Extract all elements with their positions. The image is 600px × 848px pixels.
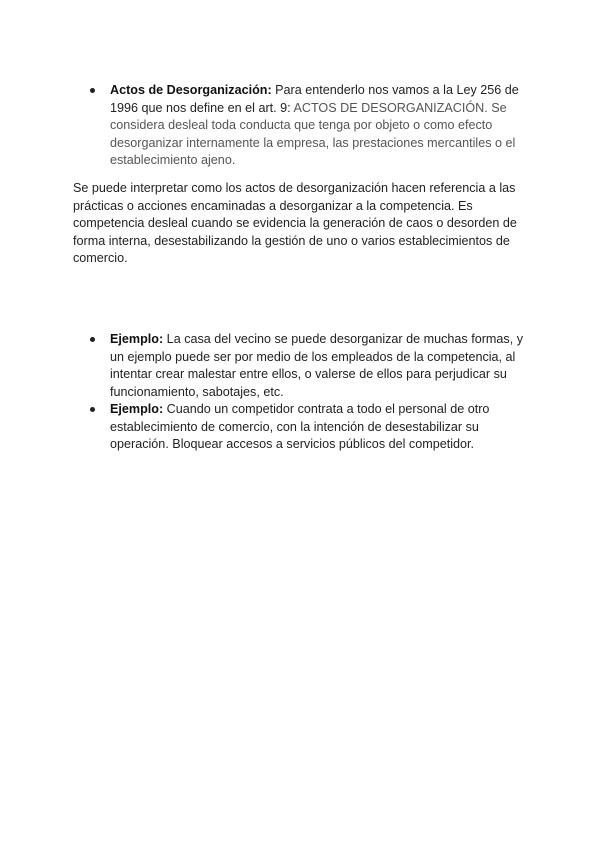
term-heading: Actos de Desorganización: <box>110 83 272 97</box>
list-item <box>90 401 540 454</box>
example-text: Cuando un competidor contrata a todo el personal de otro establecimiento de comercio, con la intención de desestabilizar su operación. Bloquear accesos a servicios públicos del competidor. <box>110 402 490 451</box>
interpretation-paragraph: Se puede interpretar como los actos de desorganización hacen referencia a las prácticas o acciones encaminadas a desorganizar a la competencia. Es competencia desleal cuando se evidencia la generación de caos o desorden de forma interna, desestabilizando la gestión de uno o varios establecimientos de comercio. <box>73 181 517 265</box>
list-item <box>90 82 530 170</box>
example-label: Ejemplo: <box>110 332 164 346</box>
example-label: Ejemplo: <box>110 402 164 416</box>
law-quote: ACTOS DE DESORGANIZACIÓN. Se considera desleal toda conducta que tenga por objeto o como efecto desorganizar internamente la empresa, las prestaciones mercantiles o el establecimiento ajeno. <box>110 100 516 167</box>
definition-intro: Para entenderlo nos vamos a la Ley 256 de 1996 que nos define en el art. 9: <box>110 83 519 115</box>
list-item <box>90 331 540 401</box>
bullet-icon <box>90 337 95 342</box>
bullet-list-desorganizacion <box>90 82 530 170</box>
bullet-icon <box>90 407 95 412</box>
example-text: La casa del vecino se puede desorganizar de muchas formas, y un ejemplo puede ser por medio de los empleados de la competencia, al intentar crear malestar entre ellos, o valerse de ellos para perjudicar su funcionamiento, sabotajes, etc. <box>110 332 524 399</box>
bullet-icon <box>90 88 95 93</box>
bullet-list-examples <box>90 331 540 454</box>
